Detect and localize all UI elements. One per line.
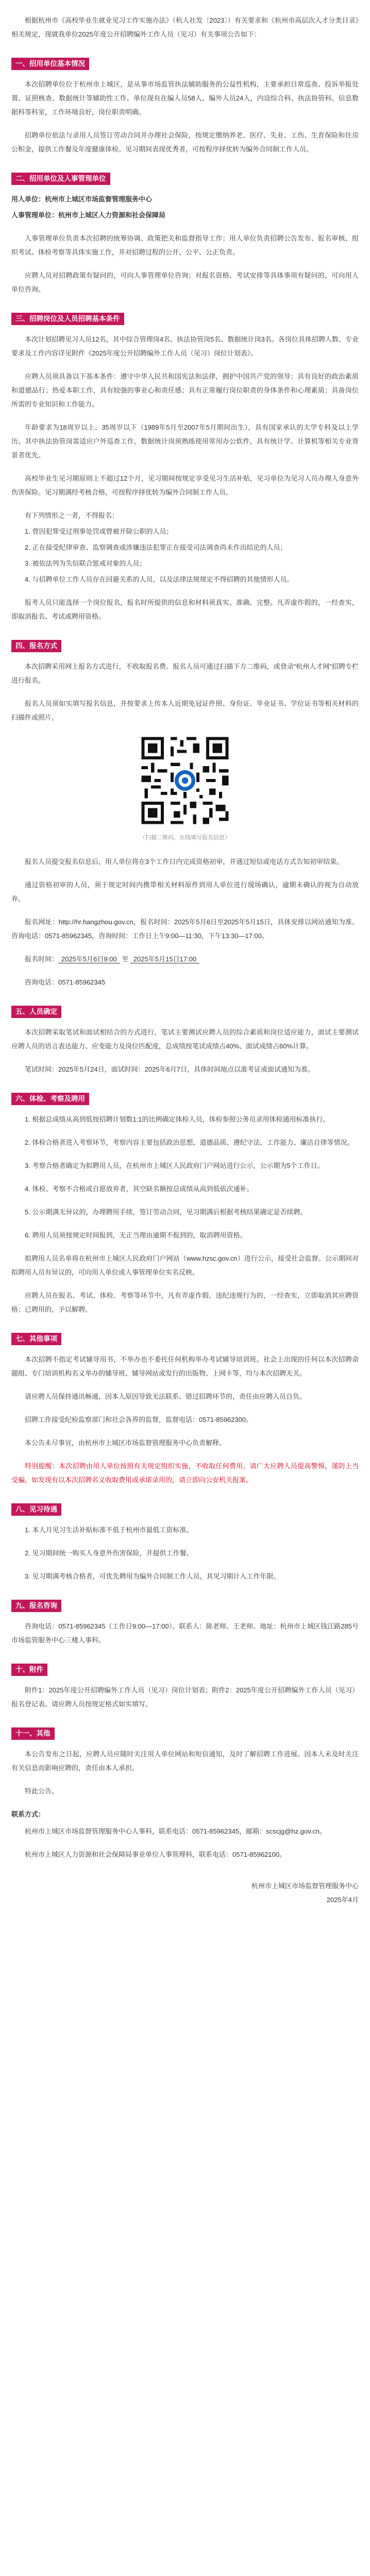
paragraph: 笔试时间：2025年5月24日，面试时间：2025年6月7日，具体时间地点以准考证或面试通知为准。	[25, 1065, 314, 1073]
contact-line: 杭州市上城区人力资源和社会保障局事业单位人事管理科，联系电话：0571-85962100。	[25, 1851, 287, 1858]
paragraph: 附件1：2025年度公开招聘编外工作人员（见习）岗位计划表；附件2：2025年度公开招聘编外工作人员（见习）报名登记表。请应聘人员按规定格式如实填写。	[11, 1686, 359, 1708]
list-item: 1. 曾因犯罪受过刑事处罚或曾被开除公职的人员；	[25, 528, 173, 535]
paragraph: 本次计划招聘见习人员12名，其中综合管理岗4名、执法协管岗5名、数据统计岗3名。各岗位具体招聘人数、专业要求及工作内容详见附件《2025年度公开招聘编外工作人员（见习）岗位计划表》。	[11, 335, 359, 357]
list-item: 2. 体检合格者进入考察环节，考察内容主要包括政治思想、道德品质、遵纪守法、工作能力、廉洁自律等情况。	[25, 1139, 354, 1146]
paragraph: 报名网址：http://hr.hangzhou.gov.cn，报名时间：2025年5月6日至2025年5月15日，具体安排以网站通知为准。咨询电话：0571-85962345，咨询时间：工作日上午9:00—11:30，下午13:30—17:00。	[11, 918, 359, 940]
list-item: 4. 与招聘单位工作人员存在回避关系的人员，以及法律法规规定不得招聘的其他情形人员。	[25, 575, 294, 583]
paragraph: 年龄要求为18周岁以上、35周岁以下（1989年5月至2007年5月期间出生），具有国家承认的大学专科及以上学历。其中执法协管岗需适应户外巡查工作，数据统计岗须熟练使用常用办公软件，具有统计学、计算机等相关专业背景者优先。	[11, 423, 359, 459]
unit-value: 杭州市上城区市场监督管理服务中心	[45, 195, 153, 203]
list-item: 1. 本人月见习生活补贴标准不低于杭州市最低工资标准。	[25, 1526, 193, 1534]
paragraph: 通过资格初审的人员，须于规定时间内携带相关材料原件到用人单位进行现场确认，逾期未确认的视为自动放弃。	[11, 881, 359, 903]
hr-value: 杭州市上城区人力资源和社会保障局	[58, 211, 166, 219]
paragraph: 报名人员提交报名信息后，用人单位将在3个工作日内完成资格初审，并通过短信或电话方式告知初审结果。	[25, 858, 344, 866]
qr-code-icon[interactable]	[138, 734, 232, 827]
list-item: 3. 被依法列为失信联合惩戒对象的人员；	[25, 560, 146, 567]
section-heading-2: 二、招用单位及人事管理单位	[11, 173, 110, 185]
paragraph: 应聘人员在报名、考试、体检、考察等环节中，凡有弄虚作假、违纪违规行为的，一经查实，立即取消其应聘资格；已聘用的，予以解聘。	[11, 1292, 359, 1313]
paragraph: 特此公告。	[25, 1787, 59, 1795]
intro-paragraph: 根据杭州市《高校毕业生就业见习工作实施办法》（杭人社发〔2023〕）有关要求和《杭州市高层次人才分类目录》相关规定，现就我单位2025年度公开招聘编外工作人员（见习）有关事项公告如下：	[11, 16, 359, 38]
hr-line	[11, 208, 359, 222]
registration-window: 报名时间： 2025年5月6日9:00 至 2025年5月15日17:00	[11, 952, 359, 966]
section-heading-9: 九、报名咨询	[11, 1600, 61, 1612]
list-item: 2. 见习期间统一购买人身意外伤害保险，并提供工作餐。	[25, 1549, 193, 1557]
paragraph: 报名人员须如实填写报名信息，并按要求上传本人近期免冠证件照、身份证、毕业证书、学位证书等相关材料的扫描件或照片。	[11, 700, 359, 721]
contact-line: 杭州市上城区市场监督管理服务中心人事科，联系电话：0571-85962345，邮箱：scscjg@hz.gov.cn。	[25, 1827, 327, 1835]
list-item: 1. 根据总成绩从高到低按招聘计划数1:1的比例确定体检人员，体检参照公务员录用体检通用标准执行。	[25, 1115, 330, 1123]
paragraph: 本公告未尽事宜，由杭州市上城区市场监督管理服务中心负责解释。	[25, 1439, 226, 1447]
section-heading-11: 十一、其他	[11, 1727, 55, 1740]
paragraph: 本公告发布之日起，应聘人员应随时关注用人单位网站和短信通知，及时了解招聘工作进展。因本人未及时关注有关信息而影响应聘的，责任由本人承担。	[11, 1750, 359, 1772]
unit-line	[11, 192, 359, 206]
qr-caption: （扫描二维码，在线填写报名信息）	[140, 835, 230, 841]
list-item: 5. 公示期满无异议的，办理聘用手续，签订劳动合同，见习期满后根据考核结果确定是否续聘。	[25, 1208, 307, 1216]
paragraph: 应聘人员对招聘政策有疑问的，可向人事管理单位咨询；对报名资格、考试安排等具体事项有疑问的，可向用人单位咨询。	[11, 272, 359, 293]
list-item: 6. 聘用人员须按规定时间报到，无正当理由逾期不报到的，取消聘用资格。	[25, 1231, 247, 1239]
list-title: 有下列情形之一者，不得报名：	[25, 512, 119, 519]
paragraph: 本次招聘采用网上报名方式进行，不收取报名费。报名人员可通过扫描下方二维码，或登录“杭州人才网”招聘专栏进行报名。	[11, 663, 359, 684]
section-heading-8: 八、见习待遇	[11, 1503, 61, 1516]
paragraph: 应聘人员须具备以下基本条件：遵守中华人民共和国宪法和法律，拥护中国共产党的领导；具有良好的政治素质和道德品行；热爱本职工作，具有较强的事业心和责任感；具有正常履行岗位职责的身体条件和心理素质；具备岗位所需的专业知识和工作能力。	[11, 372, 359, 408]
contact-title: 联系方式：	[11, 1810, 45, 1818]
paragraph: 报考人员只能选择一个岗位报名，报名时所提供的信息和材料须真实、准确、完整。凡弄虚作假的，一经查实，即取消报名、考试或聘用资格。	[11, 599, 359, 620]
paragraph: 请应聘人员保持通讯畅通，因本人原因导致无法联系、错过招聘环节的，责任由应聘人员自负。	[25, 1393, 307, 1400]
paragraph: 本次招聘不指定考试辅导用书，不举办也不委托任何机构举办考试辅导培训班。社会上出现的任何以本次招聘命题组、专门培训机构名义举办的辅导班、辅导网站或发行的出版物、上网卡等，均与本次招聘无关。	[11, 1355, 359, 1377]
section-heading-1: 一、招用单位基本情况	[11, 58, 89, 70]
paragraph: 招聘工作接受纪检监察部门和社会各界的监督，监督电话：0571-85962300。	[25, 1416, 253, 1423]
reg-phone: 咨询电话：0571-85962345	[25, 978, 106, 986]
list-item: 3. 见习期满考核合格者，可优先聘用为编外合同制工作人员，其见习期计入工作年限。	[25, 1572, 280, 1580]
section-heading-3: 三、招聘岗位及人员招聘基本条件	[11, 313, 124, 325]
section-heading-5: 五、人员确定	[11, 1006, 61, 1018]
paragraph: 本次招聘采取笔试和面试相结合的方式进行，笔试主要测试应聘人员的综合素质和岗位适应能力，面试主要测试应聘人员的语言表达能力、应变能力及岗位匹配度，总成绩按笔试成绩占40%、面试成绩占60%计算。	[11, 1028, 359, 1050]
unit-label: 用人单位：	[11, 195, 45, 203]
paragraph: 拟聘用人员名单将在杭州市上城区人民政府门户网站（www.hzsc.gov.cn）进行公示，接受社会监督。公示期间对拟聘用人员有异议的，可向用人单位或人事管理单位实名反映。	[11, 1255, 359, 1276]
signature-date: 2025年4月	[326, 1896, 359, 1904]
list-item: 4. 体检、考察不合格或自愿放弃者，其空缺名额按总成绩从高到低依次递补。	[25, 1185, 254, 1193]
list-item: 2. 正在接受纪律审查、监察调查或涉嫌违法犯罪正在接受司法调查尚未作出结论的人员；	[25, 544, 287, 551]
section-heading-7: 七、其他事项	[11, 1333, 61, 1345]
warning-notice: 特别提醒：本次招聘由用人单位按照有关规定组织实施，不收取任何费用。请广大应聘人员提高警惕，谨防上当受骗，如发现有以本次招聘名义收取费用或承诺录用的，请立即向公安机关报案。	[11, 1462, 359, 1484]
section-heading-6: 六、体检、考察及聘用	[11, 1093, 89, 1105]
hr-label: 人事管理单位：	[11, 211, 59, 219]
paragraph: 本次招聘单位位于杭州市上城区，是从事市场监管执法辅助服务的公益性机构，主要承担日常巡查、投诉举报处置、证照核查、数据统计等辅助性工作。单位现有在编人员58人、编外人员24人，内设综合科、执法协管科、信息数据科等科室，工作环境良好，岗位职责明确。	[11, 80, 359, 116]
qr-code-block	[11, 734, 359, 841]
reg-label: 报名时间：	[25, 955, 59, 963]
section-heading-4: 四、报名方式	[11, 640, 61, 652]
signature-org: 杭州市上城区市场监督管理服务中心	[251, 1882, 359, 1890]
section-heading-10: 十、附件	[11, 1664, 47, 1676]
list-item: 3. 考察合格者确定为拟聘用人员，在杭州市上城区人民政府门户网站进行公示，公示期为5个工作日。	[25, 1162, 324, 1170]
paragraph: 招聘单位依法与录用人员签订劳动合同并办理社会保险，按规定缴纳养老、医疗、失业、工伤、生育保险和住房公积金，提供工作餐及年度健康体检。见习期间表现优秀者，可按程序择优转为编外合同制工作人员。	[11, 131, 359, 153]
reg-to: 2025年5月15日17:00	[130, 955, 199, 963]
paragraph: 人事管理单位负责本次招聘的统筹协调、政策把关和监督指导工作；用人单位负责招聘公告发布、报名审核、组织考试、体检考察等具体实施工作，并对招聘过程的公开、公平、公正负责。	[11, 234, 359, 256]
paragraph: 高校毕业生见习期原则上不超过12个月，见习期间按规定享受见习生活补贴，见习单位为见习人员办理人身意外伤害保险。见习期满经考核合格，可按程序择优转为编外合同制工作人员。	[11, 474, 359, 496]
paragraph: 咨询电话：0571-85962345（工作日9:00—17:00）。联系人：陈老师、王老师。地址：杭州市上城区钱江路285号市场监管服务中心三楼人事科。	[11, 1622, 359, 1644]
reg-from: 2025年5月6日9:00	[58, 955, 120, 963]
